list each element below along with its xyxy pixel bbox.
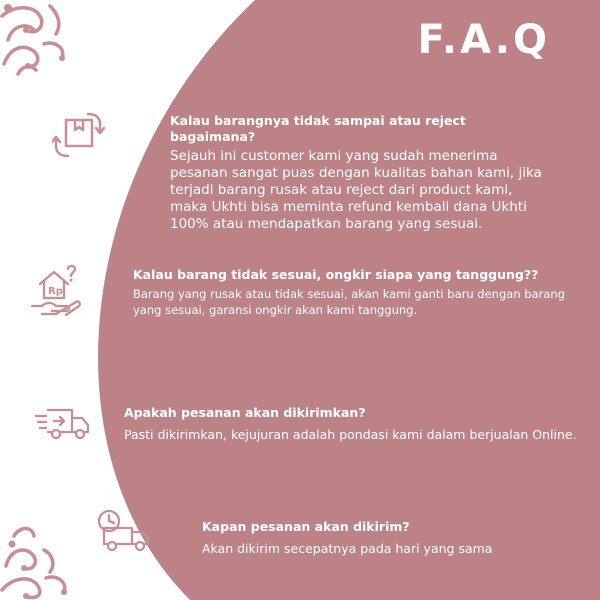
clock-truck-icon	[96, 508, 152, 552]
box-return-icon	[52, 112, 106, 160]
faq-answer: Sejauh ini customer kami yang sudah menerima pesanan sangat puas dengan kualitas bahan kami, jika terjadi barang rusak atau reject dari product kami, maka Ukhti bisa meminta refund kembali dana Ukhti 100% atau mendapatkan barang yang sesuai.	[170, 148, 542, 232]
faq-question: Kalau barang tidak sesuai, ongkir siapa yang tanggung??	[133, 267, 539, 282]
svg-text:Rp: Rp	[48, 286, 63, 297]
faq-item	[124, 405, 584, 443]
faq-answer: Barang yang rusak atau tidak sesuai, akan kami ganti baru dengan barang yang sesuai, garansi ongkir akan kami tanggung.	[133, 287, 565, 317]
faq-answer: Akan dikirim secepatnya pada hari yang sama	[202, 541, 493, 556]
batik-ornament-bottom-left-icon	[0, 520, 80, 600]
refund-hand-icon	[30, 262, 86, 318]
faq-item	[170, 113, 550, 233]
page-title: F.A.Q	[417, 17, 550, 63]
faq-answer: Pasti dikirimkan, kejujuran adalah pondasi kami dalam berjualan Online.	[124, 427, 577, 442]
faq-question: Apakah pesanan akan dikirimkan?	[124, 405, 366, 420]
faq-item	[133, 267, 573, 318]
faq-item	[202, 519, 582, 557]
delivery-truck-icon	[34, 406, 92, 440]
faq-question: Kalau barangnya tidak sampai atau reject bagaimana?	[170, 113, 466, 144]
faq-question: Kapan pesanan akan dikirim?	[202, 519, 410, 534]
batik-ornament-top-left-icon	[0, 0, 80, 80]
